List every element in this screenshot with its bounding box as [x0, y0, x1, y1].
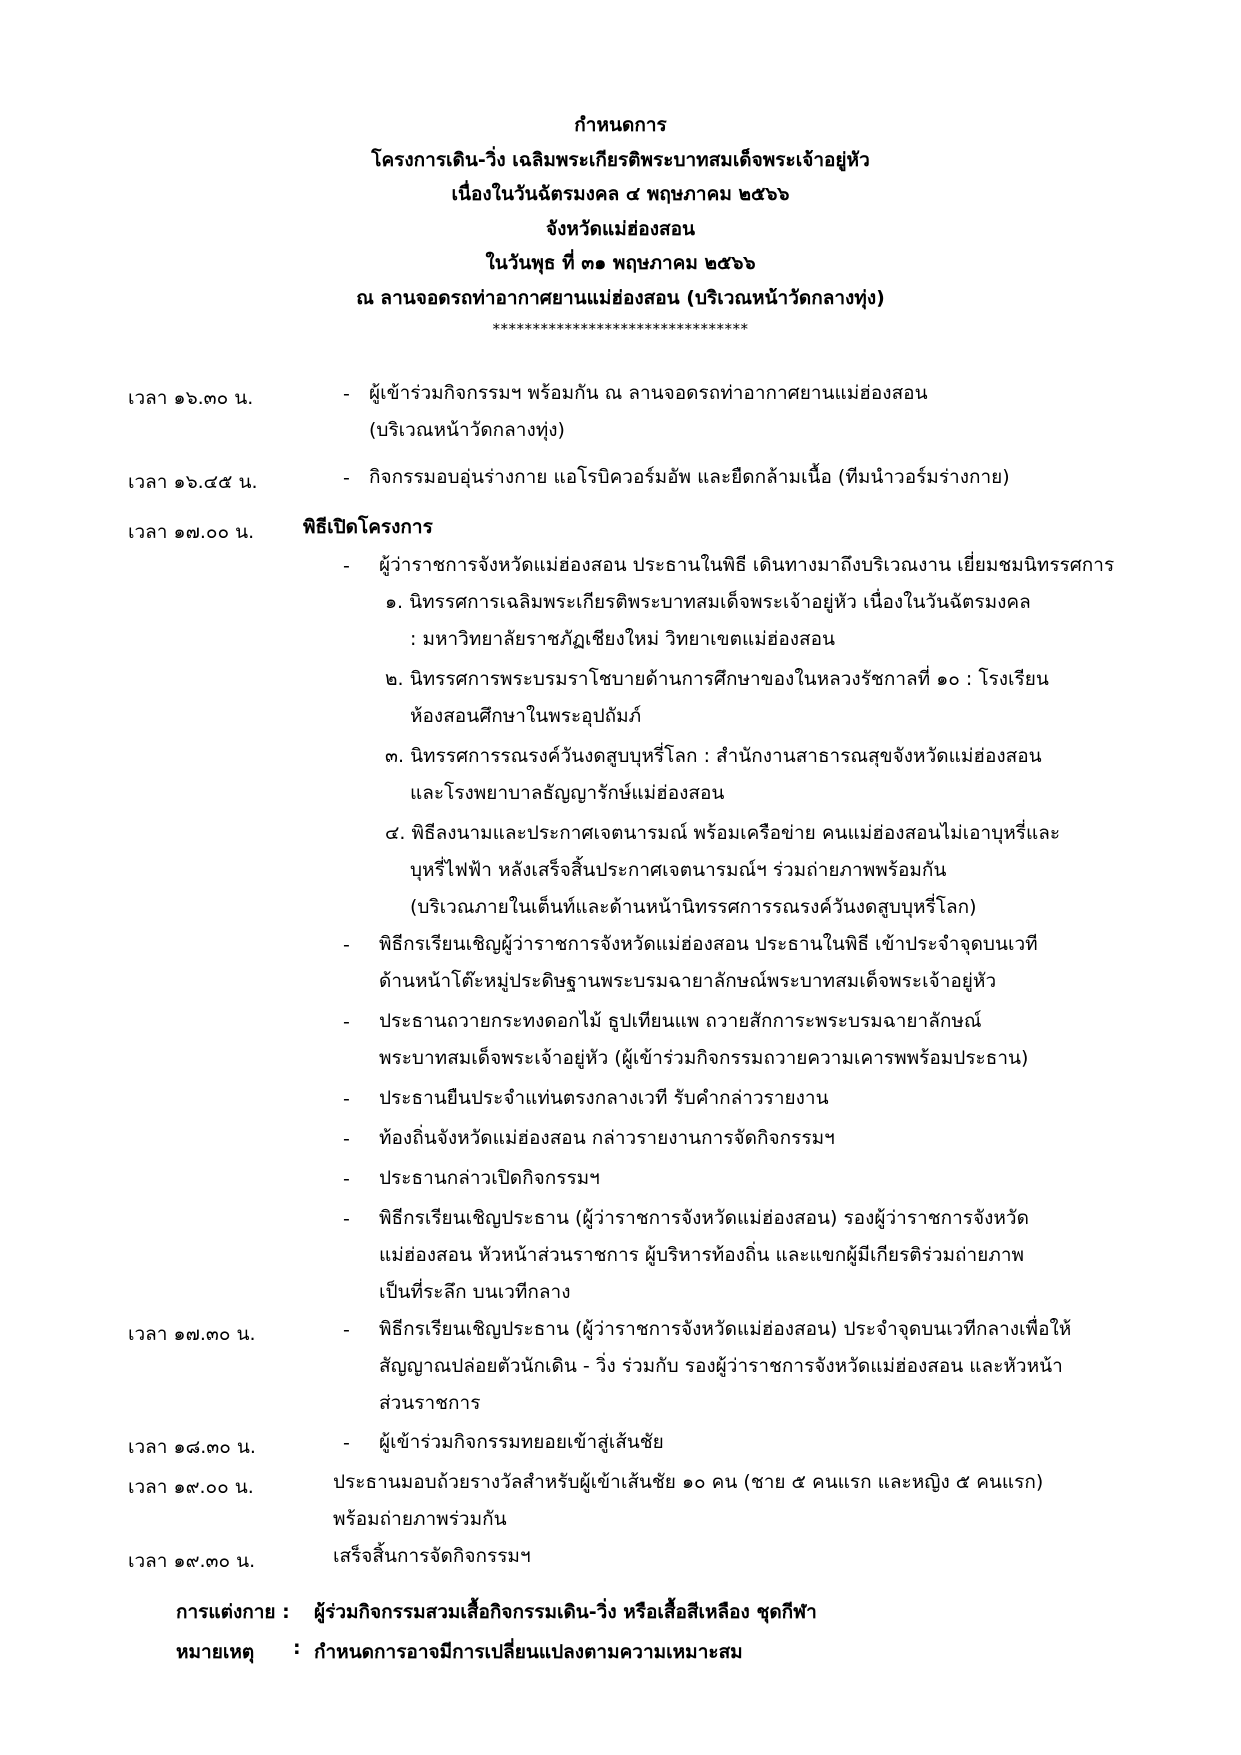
header-divider: ********************************: [492, 320, 749, 338]
remark-text: กำหนดการอาจมีการเปลี่ยนแปลงตามความเหมาะสม: [314, 1641, 743, 1663]
bullet-dash: -: [343, 1128, 350, 1150]
schedule-text: ประธานมอบถ้วยรางวัลสำหรับผู้เข้าเส้นชัย ๑๐ คน (ชาย ๕ คนแรก และหญิง ๕ คนแรก): [333, 1471, 1044, 1493]
schedule-text: ประธานยืนประจำแท่นตรงกลางเวที รับคำกล่าวรายงาน: [379, 1087, 829, 1109]
project-title: โครงการเดิน-วิ่ง เฉลิมพระเกียรติพระบาทสมเด็จพระเจ้าอยู่หัว: [371, 148, 870, 171]
schedule-text: ผู้เข้าร่วมกิจกรรมฯ พร้อมกัน ณ ลานจอดรถท่าอากาศยานแม่ฮ่องสอน: [369, 382, 928, 404]
exhibition-item-2-cont: ห้องสอนศึกษาในพระอุปถัมภ์: [410, 705, 642, 727]
date-line: ในวันพุธ ที่ ๓๑ พฤษภาคม ๒๕๖๖: [485, 252, 756, 274]
bullet-dash: -: [343, 1432, 350, 1454]
province-line: จังหวัดแม่ฮ่องสอน: [546, 217, 695, 240]
schedule-text: ผู้ว่าราชการจังหวัดแม่ฮ่องสอน ประธานในพิธี เดินทางมาถึงบริเวณงาน เยี่ยมชมนิทรรศการ: [379, 554, 1115, 576]
bullet-dash: -: [343, 555, 350, 577]
time-1730: เวลา ๑๗.๓๐ น.: [128, 1323, 256, 1345]
time-1830: เวลา ๑๘.๓๐ น.: [128, 1436, 256, 1458]
schedule-text: (บริเวณหน้าวัดกลางทุ่ง): [369, 419, 565, 441]
bullet-dash: -: [343, 934, 350, 956]
schedule-text: ประธานกล่าวเปิดกิจกรรมฯ: [379, 1167, 600, 1189]
bullet-dash: -: [343, 383, 350, 405]
schedule-text: กิจกรรมอบอุ่นร่างกาย แอโรบิควอร์มอัพ และยืดกล้ามเนื้อ (ทีมนำวอร์มร่างกาย): [369, 466, 1010, 488]
bullet-dash: -: [343, 1011, 350, 1033]
schedule-text: ส่วนราชการ: [379, 1392, 481, 1414]
time-1630: เวลา ๑๖.๓๐ น.: [128, 387, 254, 409]
exhibition-item-2: ๒. นิทรรศการพระบรมราโชบายด้านการศึกษาของในหลวงรัชกาลที่ ๑๐ : โรงเรียน: [385, 668, 1049, 690]
occasion-line: เนื่องในวันฉัตรมงคล ๔ พฤษภาคม ๒๕๖๖: [451, 183, 790, 205]
exhibition-item-4-cont: บุหรี่ไฟฟ้า หลังเสร็จสิ้นประกาศเจตนารมณ์ฯ ร่วมถ่ายภาพพร้อมกัน: [410, 859, 947, 881]
schedule-text: ผู้เข้าร่วมกิจกรรมทยอยเข้าสู่เส้นชัย: [379, 1431, 664, 1453]
schedule-text: เสร็จสิ้นการจัดกิจกรรมฯ: [333, 1545, 531, 1567]
remark-colon: :: [293, 1637, 301, 1659]
time-1700: เวลา ๑๗.๐๐ น.: [128, 521, 255, 543]
exhibition-item-4-cont: (บริเวณภายในเต็นท์และด้านหน้านิทรรศการรณรงค์วันงดสูบบุหรี่โลก): [410, 896, 977, 918]
doc-title: กำหนดการ: [574, 114, 667, 136]
bullet-dash: -: [343, 1168, 350, 1190]
bullet-dash: -: [343, 1088, 350, 1110]
time-1930: เวลา ๑๙.๓๐ น.: [128, 1550, 256, 1572]
bullet-dash: -: [343, 467, 350, 489]
schedule-text: พิธีกรเรียนเชิญประธาน (ผู้ว่าราชการจังหวัดแม่ฮ่องสอน) ประจำจุดบนเวทีกลางเพื่อให้: [379, 1318, 1072, 1340]
exhibition-item-4: ๔. พิธีลงนามและประกาศเจตนารมณ์ พร้อมเครือข่าย คนแม่ฮ่องสอนไม่เอาบุหรี่และ: [385, 822, 1061, 844]
schedule-text: พิธีกรเรียนเชิญประธาน (ผู้ว่าราชการจังหวัดแม่ฮ่องสอน) รองผู้ว่าราชการจังหวัด: [379, 1207, 1029, 1229]
time-1900: เวลา ๑๙.๐๐ น.: [128, 1476, 254, 1498]
schedule-text: พร้อมถ่ายภาพร่วมกัน: [333, 1508, 507, 1530]
schedule-text: ด้านหน้าโต๊ะหมู่ประดิษฐานพระบรมฉายาลักษณ์พระบาทสมเด็จพระเจ้าอยู่หัว: [379, 970, 997, 992]
dress-code-label: การแต่งกาย :: [176, 1601, 290, 1623]
schedule-text: ประธานถวายกระทงดอกไม้ ธูปเทียนแพ ถวายสักการะพระบรมฉายาลักษณ์: [379, 1010, 982, 1032]
bullet-dash: -: [343, 1208, 350, 1230]
schedule-text: พระบาทสมเด็จพระเจ้าอยู่หัว (ผู้เข้าร่วมกิจกรรมถวายความเคารพพร้อมประธาน): [379, 1047, 1029, 1069]
venue-line: ณ ลานจอดรถท่าอากาศยานแม่ฮ่องสอน (บริเวณหน้าวัดกลางทุ่ง): [356, 286, 885, 309]
schedule-text: พิธีกรเรียนเชิญผู้ว่าราชการจังหวัดแม่ฮ่องสอน ประธานในพิธี เข้าประจำจุดบนเวที: [379, 933, 1038, 955]
bullet-dash: -: [343, 1319, 350, 1341]
schedule-text: เป็นที่ระลึก บนเวทีกลาง: [379, 1281, 571, 1303]
schedule-text: สัญญาณปล่อยตัวนักเดิน - วิ่ง ร่วมกับ รองผู้ว่าราชการจังหวัดแม่ฮ่องสอน และหัวหน้า: [379, 1355, 1063, 1377]
exhibition-item-3: ๓. นิทรรศการรณรงค์วันงดสูบบุหรี่โลก : สำนักงานสาธารณสุขจังหวัดแม่ฮ่องสอน: [385, 745, 1042, 767]
time-1645: เวลา ๑๖.๔๕ น.: [128, 471, 258, 493]
document-header: [0, 108, 1241, 343]
remark-label: หมายเหตุ: [176, 1641, 255, 1663]
opening-ceremony-heading: พิธีเปิดโครงการ: [303, 516, 433, 538]
exhibition-item-1-cont: : มหาวิทยาลัยราชภัฏเชียงใหม่ วิทยาเขตแม่ฮ่องสอน: [410, 628, 836, 650]
schedule-text: แม่ฮ่องสอน หัวหน้าส่วนราชการ ผู้บริหารท้องถิ่น และแขกผู้มีเกียรติร่วมถ่ายภาพ: [379, 1244, 1025, 1266]
dress-code-text: ผู้ร่วมกิจกรรมสวมเสื้อกิจกรรมเดิน-วิ่ง หรือเสื้อสีเหลือง ชุดกีฬา: [314, 1601, 817, 1623]
exhibition-item-1: ๑. นิทรรศการเฉลิมพระเกียรติพระบาทสมเด็จพระเจ้าอยู่หัว เนื่องในวันฉัตรมงคล: [385, 591, 1031, 613]
schedule-text: ท้องถิ่นจังหวัดแม่ฮ่องสอน กล่าวรายงานการจัดกิจกรรมฯ: [379, 1127, 835, 1149]
exhibition-item-3-cont: และโรงพยาบาลธัญญารักษ์แม่ฮ่องสอน: [410, 782, 725, 804]
